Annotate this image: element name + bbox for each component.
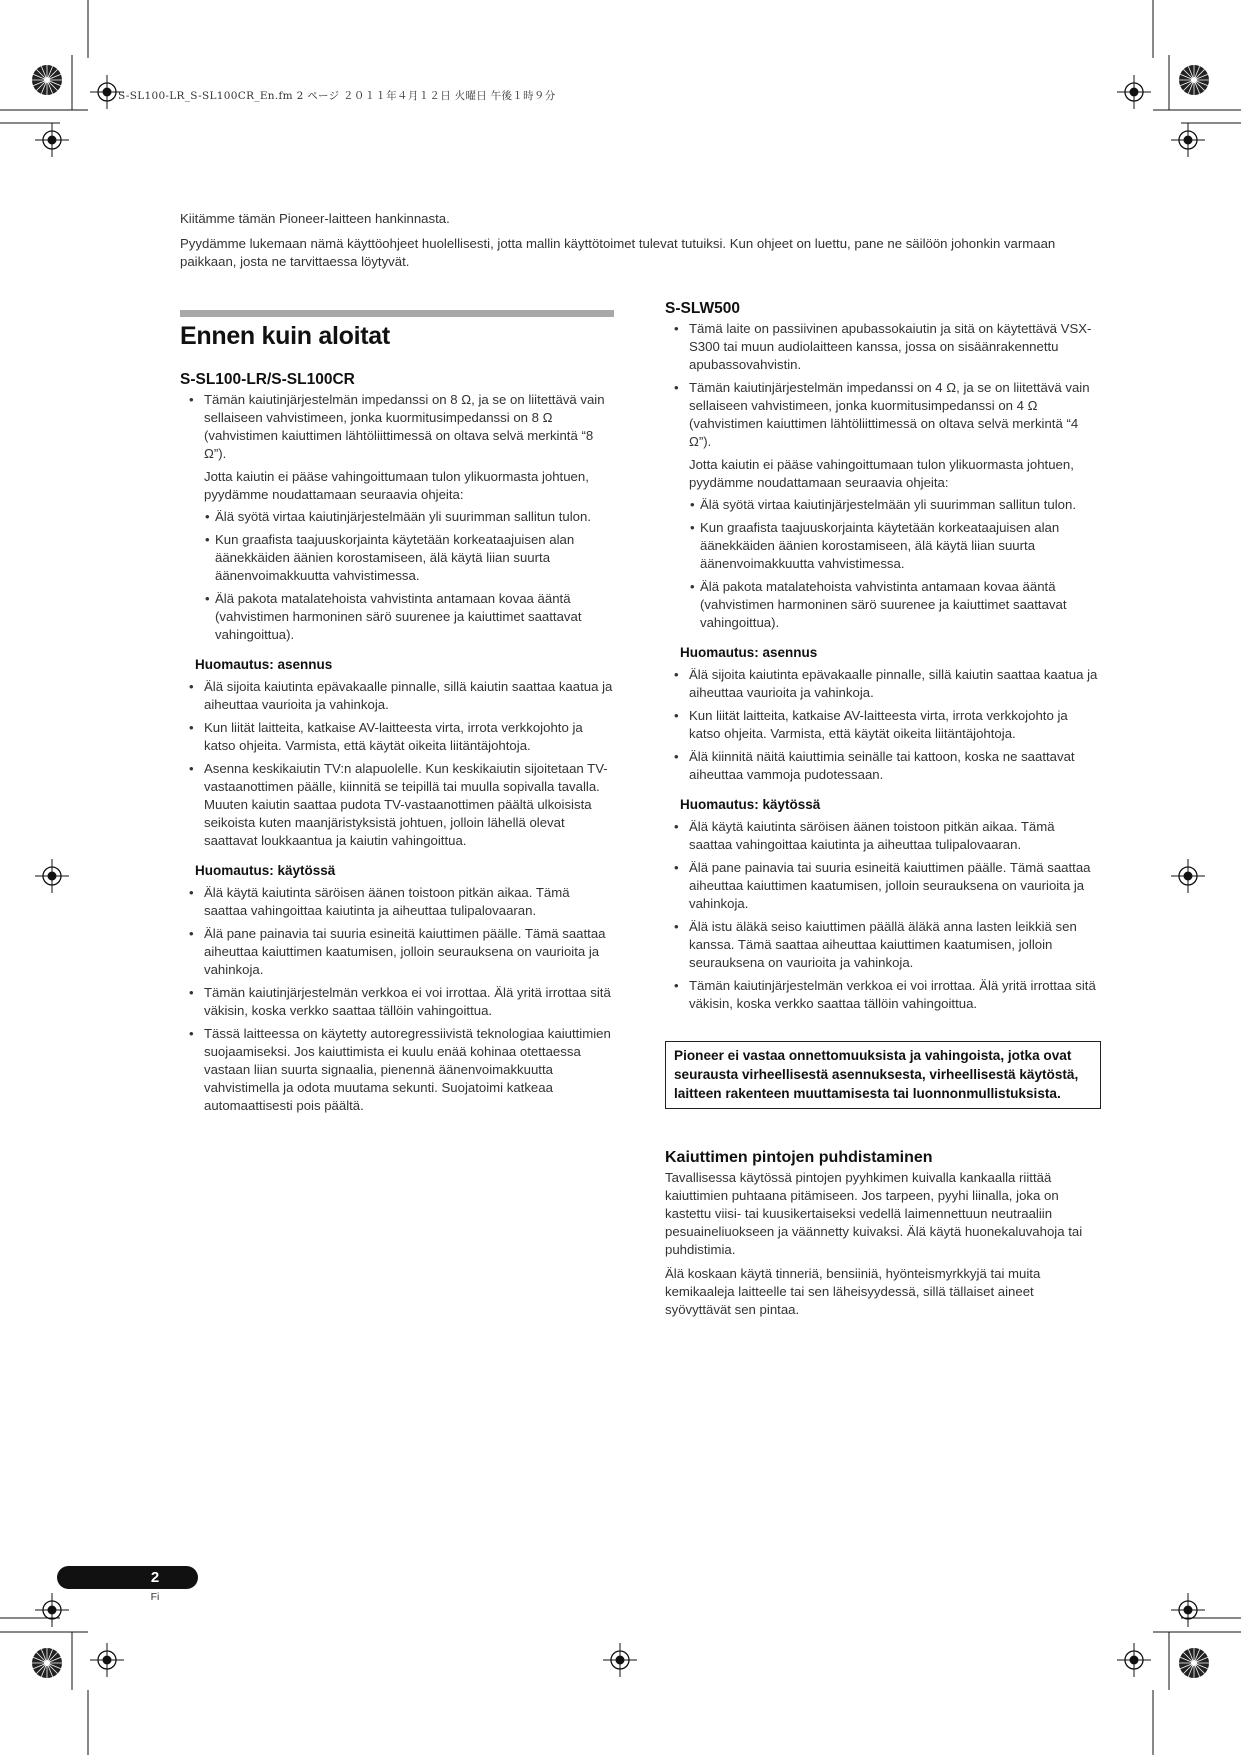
list-item: • Älä käytä kaiutinta säröisen äänen toistoon pitkän aikaa. Tämä saattaa vahingoittaa kaiutinta ja aiheuttaa tulipalovaaran.: [665, 818, 1101, 854]
overload-intro-right: Jotta kaiutin ei pääse vahingoittumaan tulon ylikuormasta johtuen, pyydämme noudattamaan seuraavia ohjeita:: [689, 457, 1074, 490]
list-item: • Tämän kaiutinjärjestelmän verkkoa ei voi irrottaa. Älä yritä irrottaa sitä väkisin, koska verkko saattaa tällöin vahingoittua.: [180, 984, 614, 1020]
list-item: • Älä sijoita kaiutinta epävakaalle pinnalle, sillä kaiutin saattaa kaatua ja aiheuttaa vaurioita ja vahinkoja.: [180, 678, 614, 714]
model-heading-left: S-SL100-LR/S-SL100CR: [180, 371, 355, 388]
list-item: • Asenna keskikaiutin TV:n alapuolelle. Kun keskikaiutin sijoitetaan TV-vastaanottimen päälle, kiinnitä se teipillä tai muulla sopivalla tavalla. Muuten kaiutin saattaa pudota TV-vastaanottimen päältä ulkoisista seikoista kuten maanjäristyksistä johtuen, jolloin lähellä olevat saattavat loukkaantua ja kaiutin vahingoittua.: [180, 760, 614, 850]
overload-list-right: [665, 496, 1101, 632]
use-heading-right: Huomautus: käytössä: [680, 797, 821, 812]
list-item: • Kun graafista taajuuskorjainta käytetään korkeataajuisen alan äänekkäiden äänien korostamiseen, älä käytä liian suurta äänenvoimakkuutta vahvistimessa.: [665, 519, 1101, 573]
intro-thanks: Kiitämme tämän Pioneer-laitteen hankinnasta.: [180, 211, 450, 226]
list-item: • Älä sijoita kaiutinta epävakaalle pinnalle, sillä kaiutin saattaa kaatua ja aiheuttaa vaurioita ja vahinkoja.: [665, 666, 1101, 702]
list-item: • Älä pane painavia tai suuria esineitä kaiuttimen päälle. Tämä saattaa aiheuttaa kaiuttimen kaatumisen, jolloin seurauksena on vaurioita ja vahinkoja.: [180, 925, 614, 979]
list-item: • Kun graafista taajuuskorjainta käytetään korkeataajuisen alan äänekkäiden äänien korostamiseen, älä käytä liian suurta äänenvoimakkuutta vahvistimessa.: [180, 531, 614, 585]
list-item: • Älä syötä virtaa kaiutinjärjestelmään yli suurimman sallitun tulon.: [665, 496, 1101, 514]
page-language: Fi: [150, 1591, 160, 1603]
list-item: • Älä istu äläkä seiso kaiuttimen päällä äläkä anna lasten leikkiä sen kanssa. Tämä saattaa aiheuttaa kaiuttimen kaatumisen, jolloin seurauksena on vaurioita ja vahinkoja.: [665, 918, 1101, 972]
list-item: • Tämän kaiutinjärjestelmän impedanssi on 8 Ω, ja se on liitettävä vain sellaiseen vahvistimeen, jonka kuormitusimpedanssi on 8 Ω (vahvistimen kaiuttimen lähtöliittimessä on oltava selvä merkintä “8 Ω”).: [180, 391, 614, 463]
list-item: • Älä pakota matalatehoista vahvistinta antamaan kovaa ääntä (vahvistimen harmoninen särö suurenee ja kaiuttimet saattavat vahingoittua).: [665, 578, 1101, 632]
list-item: • Älä käytä kaiutinta säröisen äänen toistoon pitkän aikaa. Tämä saattaa vahingoittaa kaiutinta ja aiheuttaa tulipalovaaran.: [180, 884, 614, 920]
cleaning-heading: Kaiuttimen pintojen puhdistaminen: [665, 1149, 933, 1166]
list-item: • Kun liität laitteita, katkaise AV-laitteesta virta, irrota verkkojohto ja katso ohjeita. Varmista, että käytät oikeita liitäntäjohtoja.: [180, 719, 614, 755]
section-title: Ennen kuin aloitat: [180, 322, 390, 350]
page-number: 2: [150, 1569, 160, 1586]
list-item: • Älä pakota matalatehoista vahvistinta antamaan kovaa ääntä (vahvistimen harmoninen särö suurenee ja kaiuttimet saattavat vahingoittua).: [180, 590, 614, 644]
overload-intro-left: Jotta kaiutin ei pääse vahingoittumaan tulon ylikuormasta johtuen, pyydämme noudattamaan seuraavia ohjeita:: [204, 469, 589, 502]
list-item: • Älä kiinnitä näitä kaiuttimia seinälle tai kattoon, koska ne saattavat aiheuttaa vammoja pudotessaan.: [665, 748, 1101, 784]
liability-notice: Pioneer ei vastaa onnettomuuksista ja vahingoista, jotka ovat seurausta virheellisestä asennuksesta, virheellisestä käytöstä, laitteen rakenteen muuttamisesta tai luonnonmullistuksista.: [665, 1041, 1101, 1109]
install-heading-left: Huomautus: asennus: [195, 657, 333, 672]
impedance-list-right: [665, 320, 1101, 451]
page-tab: [57, 1566, 198, 1589]
right-column: [665, 300, 1101, 1325]
intro: [180, 210, 1070, 278]
list-item: • Älä syötä virtaa kaiutinjärjestelmään yli suurimman sallitun tulon.: [180, 508, 614, 526]
cleaning-paragraph-1: Tavallisessa käytössä pintojen pyyhkimen kuivalla kankaalla riittää kaiuttimien puhtaana pitämiseen. Jos tarpeen, pyyhi liinalla, joka on kastettu viisi- tai kuusikertaiseksi vedellä laimennettuun neutraaliin pesuaineliuokseen ja väännetty kuivaksi. Älä käytä huonekaluvahoja tai puhdistimia.: [665, 1170, 1083, 1257]
file-header: S-SL100-LR_S-SL100CR_En.fm 2 ページ ２０１１年４月１２日 火曜日 午後１時９分: [118, 90, 556, 102]
left-column: [180, 310, 614, 1120]
overload-list-left: [180, 508, 614, 644]
install-list-right: [665, 666, 1101, 784]
impedance-list-left: [180, 391, 614, 463]
intro-instructions: Pyydämme lukemaan nämä käyttöohjeet huolellisesti, jotta mallin käyttötoimet tulevat tutuiksi. Kun ohjeet on luettu, pane ne säilöön johonkin varmaan paikkaan, josta ne tarvittaessa löytyvät.: [180, 236, 1056, 269]
list-item: • Kun liität laitteita, katkaise AV-laitteesta virta, irrota verkkojohto ja katso ohjeita. Varmista, että käytät oikeita liitäntäjohtoja.: [665, 707, 1101, 743]
list-item: • Tämän kaiutinjärjestelmän impedanssi on 4 Ω, ja se on liitettävä vain sellaiseen vahvistimeen, jonka kuormitusimpedanssi on 4 Ω (vahvistimen kaiuttimen lähtöliittimessä on oltava selvä merkintä “4 Ω”).: [665, 379, 1101, 451]
list-item: • Tässä laitteessa on käytetty autoregressiivistä teknologiaa kaiuttimien suojaamiseksi. Jos kaiuttimista ei kuulu enää kohinaa otettaessa vastaan liian suurta signaalia, pienennä äänenvoimakkuutta vahvistimella ja odota muutama sekunti. Suojatoimi katkeaa automaattisesti pois päältä.: [180, 1025, 614, 1115]
cleaning-paragraph-2: Älä koskaan käytä tinneriä, bensiiniä, hyönteismyrkkyjä tai muita kemikaaleja laitteelle tai sen läheisyydessä, sillä tällaiset aineet syövyttävät sen pintaa.: [665, 1266, 1041, 1317]
list-item: • Tämän kaiutinjärjestelmän verkkoa ei voi irrottaa. Älä yritä irrottaa sitä väkisin, koska verkko saattaa tällöin vahingoittua.: [665, 977, 1101, 1013]
use-list-left: [180, 884, 614, 1115]
section-rule: [180, 310, 614, 317]
install-heading-right: Huomautus: asennus: [680, 645, 818, 660]
list-item: • Älä pane painavia tai suuria esineitä kaiuttimen päälle. Tämä saattaa aiheuttaa kaiuttimen kaatumisen, jolloin seurauksena on vaurioita ja vahinkoja.: [665, 859, 1101, 913]
use-list-right: [665, 818, 1101, 1013]
list-item: • Tämä laite on passiivinen apubassokaiutin ja sitä on käytettävä VSX-S300 tai muun audiolaitteen kanssa, jossa on sisäänrakennettu apubassovahvistin.: [665, 320, 1101, 374]
model-heading-right: S-SLW500: [665, 300, 740, 317]
install-list-left: [180, 678, 614, 850]
use-heading-left: Huomautus: käytössä: [195, 863, 336, 878]
